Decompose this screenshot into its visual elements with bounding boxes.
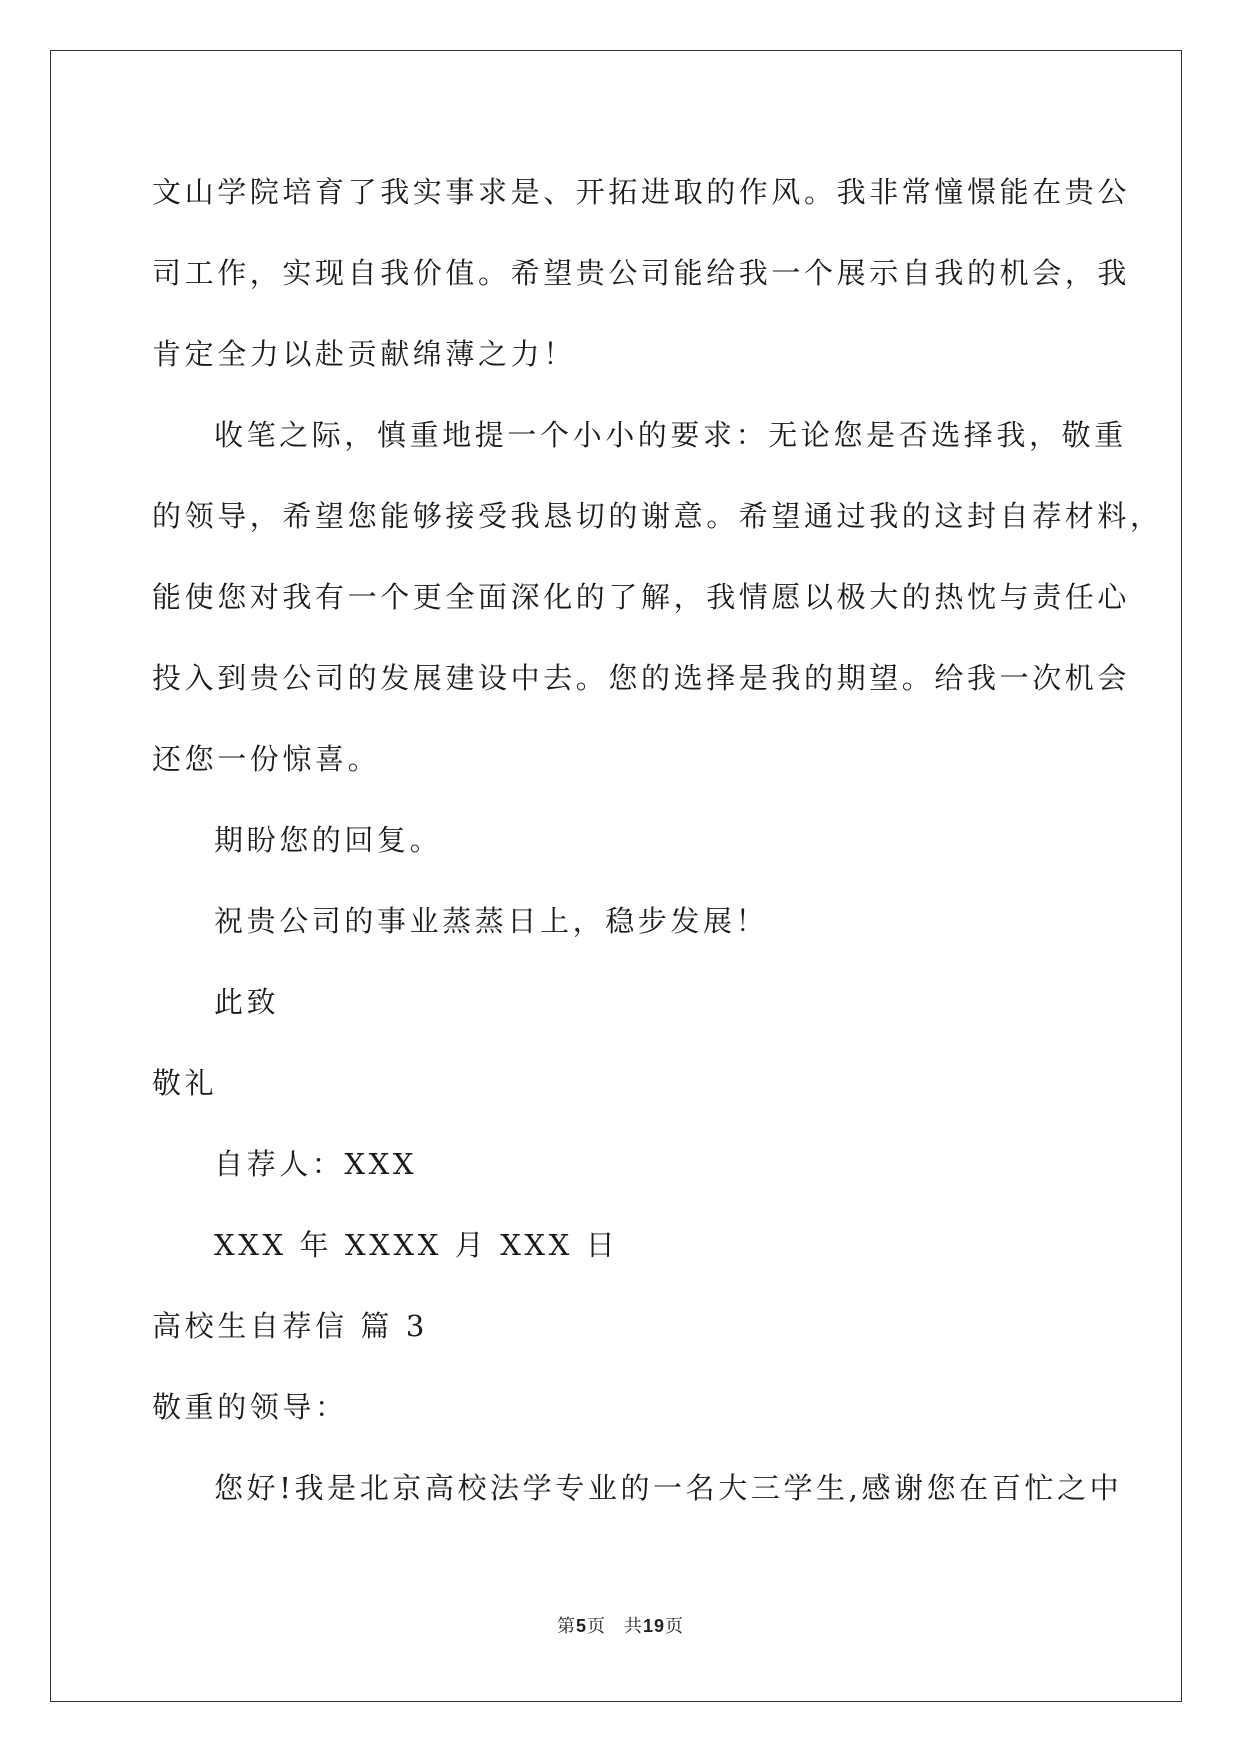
- text-line: XXX 年 XXXX 月 XXX 日: [214, 1228, 619, 1262]
- footer-page-word: 页: [586, 1616, 606, 1637]
- current-page-number: 5: [575, 1616, 587, 1636]
- text-line: 的领导，希望您能够接受我恳切的谢意。希望通过我的这封自荐材料，: [152, 499, 1163, 533]
- text-line: 敬重的领导：: [152, 1390, 348, 1424]
- text-line: 高校生自荐信 篇 3: [152, 1309, 428, 1343]
- text-line: 祝贵公司的事业蒸蒸日上，稳步发展！: [214, 904, 769, 938]
- page-footer: [0, 1612, 1241, 1638]
- footer-total-prefix: 共: [623, 1616, 643, 1637]
- text-line: 此致: [214, 985, 280, 1019]
- text-line: 收笔之际，慎重地提一个小小的要求：无论您是否选择我，敬重: [214, 418, 1127, 452]
- text-line: 还您一份惊喜。: [152, 742, 381, 776]
- footer-total-suffix: 页: [665, 1616, 685, 1637]
- text-line: 您好!我是北京高校法学专业的一名大三学生,感谢您在百忙之中: [214, 1471, 1123, 1505]
- footer-prefix: 第: [556, 1616, 576, 1637]
- text-line: 敬礼: [152, 1066, 218, 1100]
- text-line: 投入到贵公司的发展建设中去。您的选择是我的期望。给我一次机会: [152, 661, 1131, 695]
- text-line: 期盼您的回复。: [214, 823, 443, 857]
- text-line: 自荐人：XXX: [214, 1147, 418, 1181]
- total-pages-number: 19: [642, 1616, 666, 1636]
- text-line: 能使您对我有一个更全面深化的了解，我情愿以极大的热忱与责任心: [152, 580, 1131, 614]
- text-line: 肯定全力以赴贡献绵薄之力！: [152, 337, 576, 371]
- document-body: [152, 165, 1163, 1542]
- text-line: 司工作，实现自我价值。希望贵公司能给我一个展示自我的机会，我: [152, 256, 1131, 290]
- text-line: 文山学院培育了我实事求是、开拓进取的作风。我非常憧憬能在贵公: [152, 175, 1131, 209]
